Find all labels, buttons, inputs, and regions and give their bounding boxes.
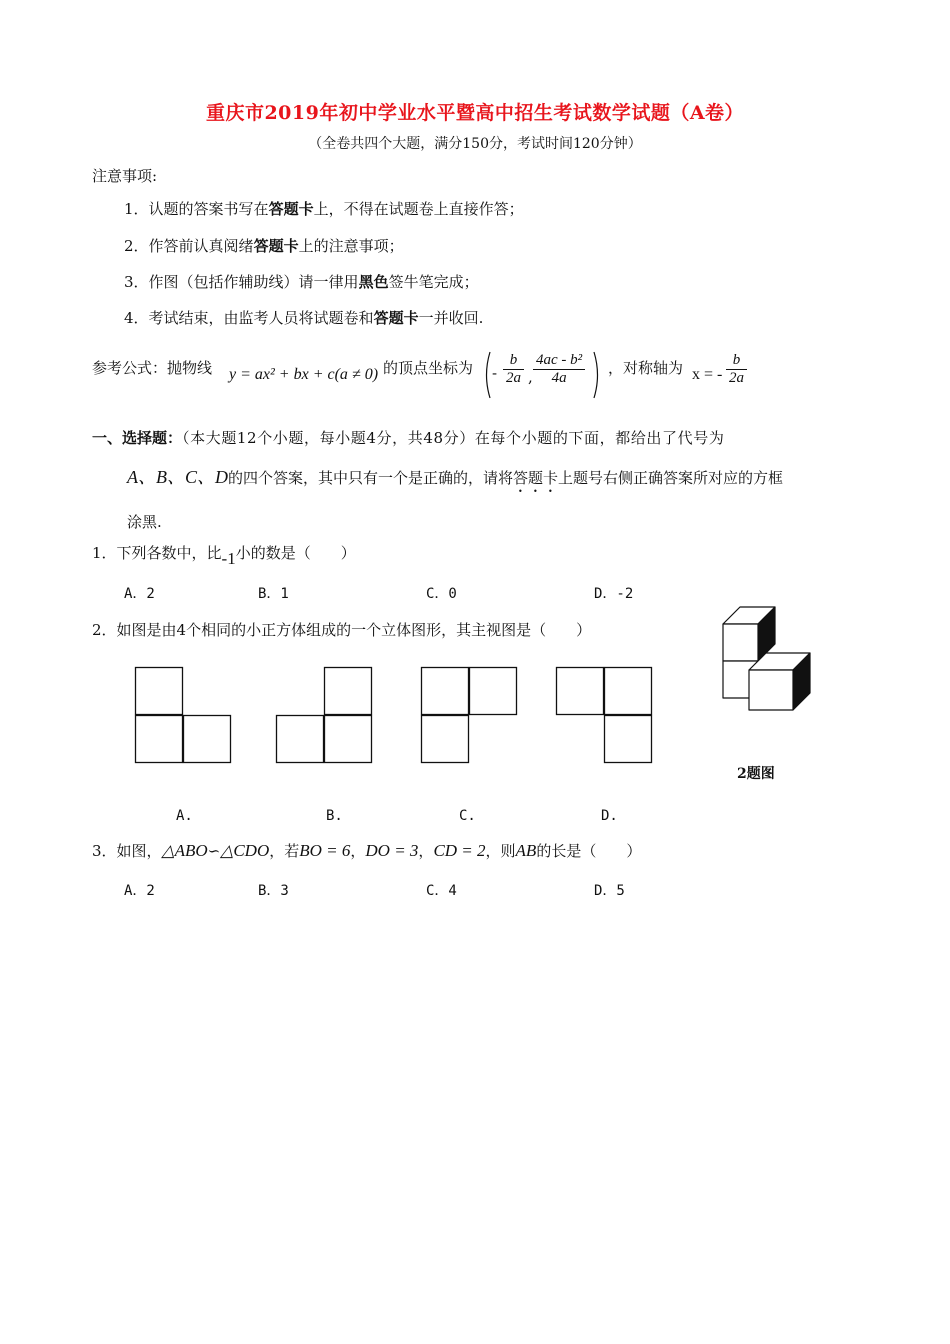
q1-number: -1: [221, 549, 236, 568]
notice-item: [124, 198, 524, 219]
section-instructions: 的四个答案，其中只有一个是正确的，请将: [228, 469, 514, 487]
q3-comma: ，: [418, 842, 434, 860]
fraction-denominator: 2a: [729, 370, 744, 386]
q2-option-d-label: D.: [601, 808, 618, 824]
q1-option-c: C．0: [426, 586, 457, 602]
notice-item-text: 作答前认真阅绪: [148, 237, 254, 255]
q3-similar-sign: ∽: [207, 842, 221, 860]
notice-item-text: 考试结束，由监考人员将试题卷和: [148, 309, 374, 327]
fraction-denominator: 4a: [551, 370, 567, 386]
q1-stem: [92, 542, 356, 568]
section1-line1: [92, 427, 724, 448]
q2-cube-figure: [720, 604, 820, 714]
q3-stem-text: ，则: [485, 842, 516, 860]
q3-option-a: A．2: [124, 883, 155, 899]
caption-text: 2题图: [737, 766, 775, 782]
q3-triangle-abo: △ABO: [161, 841, 208, 860]
fraction-numerator: b: [503, 352, 524, 370]
q1-option-d: D．-2: [594, 586, 634, 602]
notice-item: [124, 235, 404, 256]
section-instructions: （本大题12个小题，每小题4分，共48分）在每个小题的下面，都给出了代号为: [182, 429, 725, 447]
q1-option-b: B．1: [258, 586, 289, 602]
q3-stem-text: 的长是（ ）: [536, 842, 642, 860]
q2-option-c-figure: [421, 667, 518, 764]
notice-item-number: 4．: [124, 309, 149, 327]
answer-letters: A、B、C、D: [127, 467, 228, 487]
fraction-denominator: 2a: [506, 370, 521, 386]
notice-item-text: 签牛笔完成；: [388, 273, 479, 291]
axis-fraction: [726, 352, 747, 387]
notice-item: [124, 271, 479, 292]
page-title: 重庆市2019年初中学业水平暨高中招生考试数学试题（A卷）: [205, 102, 745, 124]
notice-item-text: 认题的答案书写在: [148, 200, 269, 218]
notice-heading: 注意事项:: [92, 167, 158, 185]
notice-item-number: 3．: [124, 273, 149, 291]
notice-item-text: 上，不得在试题卷上直接作答；: [313, 200, 524, 218]
formula-axis-x: x = -: [692, 366, 723, 383]
notice-item-number: 2．: [124, 237, 149, 255]
q3-comma: ，: [350, 842, 366, 860]
q3-stem-text: 3．如图，: [92, 842, 162, 860]
notice-item-bold: 答题卡: [373, 309, 419, 327]
section1-line2: [127, 463, 783, 496]
q2-option-c-label: C.: [459, 808, 476, 824]
notice-item-bold: 黑色: [358, 273, 389, 291]
q3-condition-cd: CD = 2: [433, 841, 486, 860]
fraction-numerator: 4ac - b²: [533, 352, 585, 370]
q3-condition-bo: BO = 6: [299, 841, 351, 860]
fraction-numerator: b: [726, 352, 747, 370]
q2-option-a-label: A.: [176, 808, 193, 824]
formula-axis-label: ，对称轴为: [608, 359, 684, 377]
vertex-neg-sign: -: [492, 364, 498, 382]
q2-option-a-figure: [135, 667, 232, 764]
q3-option-c: C．4: [426, 883, 457, 899]
q2-stem: 2．如图是由4个相同的小正方体组成的一个立体图形，其主视图是（ ）: [92, 621, 592, 639]
notice-item-bold: 答题卡: [268, 200, 314, 218]
notice-item-text: 一并收回.: [418, 309, 484, 327]
formula-parabola: y = ax² + bx + c(a ≠ 0): [229, 366, 379, 383]
vertex-fraction-x: [503, 352, 524, 387]
section1-line3: 涂黑.: [127, 513, 162, 531]
vertex-fraction-y: [533, 352, 585, 387]
q1-stem-text: 小的数是（ ）: [235, 544, 356, 562]
answer-card-emphasis: 答题卡: [513, 469, 559, 487]
section-instructions: 上题号右侧正确答案所对应的方框: [558, 469, 784, 487]
q2-option-b-figure: [276, 667, 373, 764]
q3-ab: AB: [515, 841, 537, 860]
notice-item-number: 1．: [124, 200, 149, 218]
vertex-comma: ,: [528, 368, 533, 386]
notice-item-text: 作图（包括作辅助线）请一律用: [148, 273, 359, 291]
page-subtitle: （全卷共四个大题，满分150分，考试时间120分钟）: [308, 136, 642, 152]
formula-label: 参考公式：抛物线: [92, 359, 213, 377]
q3-stem: [92, 840, 641, 861]
q2-option-d-figure: [556, 667, 653, 764]
q1-option-a: A．2: [124, 586, 155, 602]
notice-item-bold: 答题卡: [253, 237, 299, 255]
q3-stem-text: ，若: [269, 842, 300, 860]
q3-option-d: D．5: [594, 883, 625, 899]
q3-option-b: B．3: [258, 883, 289, 899]
q3-triangle-cdo: △CDO: [220, 841, 270, 860]
q2-option-b-label: B.: [326, 808, 343, 824]
q3-condition-do: DO = 3: [365, 841, 419, 860]
notice-item: [124, 307, 483, 328]
q2-figure-caption: [737, 763, 775, 783]
notice-item-text: 上的注意事项；: [298, 237, 404, 255]
section-heading: 一、选择题：: [92, 429, 183, 447]
formula-vertex-label: 的顶点坐标为: [383, 359, 474, 377]
q1-stem-text: 1．下列各数中，比: [92, 544, 222, 562]
